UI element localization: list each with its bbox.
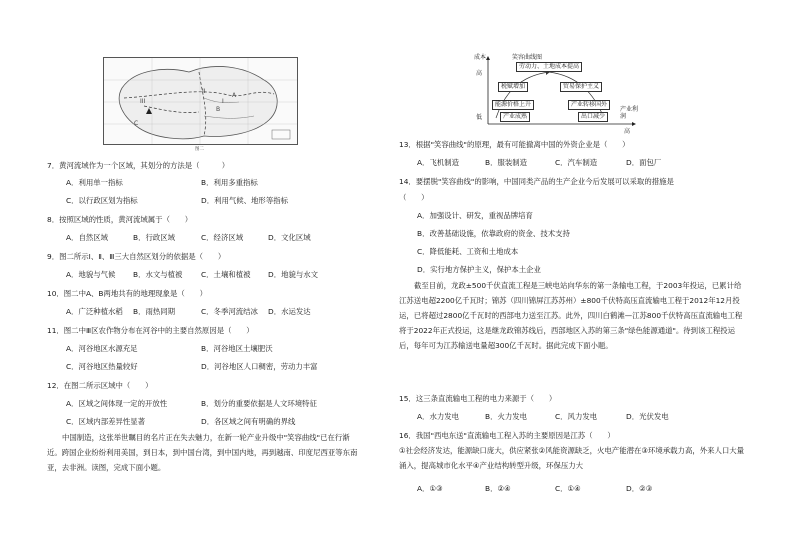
q10-option-c: C．冬季河流结冰 xyxy=(201,307,258,316)
q12-option-d: D．各区域之间有明确的界线 xyxy=(201,417,296,426)
q10-option-b: B．雨热同期 xyxy=(133,307,176,316)
q8-option-d: D．文化区域 xyxy=(268,233,311,242)
map-label-B: B xyxy=(216,106,221,113)
q14-option-d: D．实行地方保护主义，保护本土企业 xyxy=(417,265,541,274)
map-label-III: III xyxy=(140,98,146,105)
passage-made-in-china: 中国制造，这张举世瞩目的名片正在失去魅力，在新一轮产业升级中"笑容曲线"已在行渐近。跨国企业纷纷利用美国，到日本，到中国台湾，到中国内地，再到越南、印度尼西亚等东南亚，去非洲。读图，完成下面小题。 xyxy=(47,433,358,472)
q15-stem: 15．这三条直流输电工程的电力来源于（ ） xyxy=(399,394,557,403)
box-export-decrease: 出口减少 xyxy=(578,112,608,122)
map-label-II: II xyxy=(202,88,206,95)
q15-option-d: D．光伏发电 xyxy=(626,412,669,421)
q16-option-b: B．②④ xyxy=(485,484,511,493)
passage-power-transmission: 截至目前，龙政±500千伏直流工程是三峡电站向华东的第一条输电工程，于2003年投运，已累计给江苏送电超2200亿千瓦时；锦苏（四川锦屏江苏苏州）±800千伏特高压直流输电工程于2012年12月投运，已将超过2800亿千瓦时的西部电力送至江苏。此外，四川白鹤滩—江苏800千伏特高压直流输电工程将于2022年正式投运，这是继龙政锦苏线后，西部地区入苏的第三条"绿色能源通道"。待到该工程投运后，每年可为江苏输送电量超300亿千瓦时。据此完成下面小题。 xyxy=(399,281,743,350)
q12-option-b: B．划分的重要依据是人文环境特征 xyxy=(201,399,317,408)
map-label-C: C xyxy=(134,120,139,127)
q15-option-c: C．风力发电 xyxy=(555,412,598,421)
box-trade-protection: 贸易保护主义 xyxy=(560,82,602,92)
q9-option-c: C．土壤和植被 xyxy=(201,270,251,279)
q8-stem: 8．按照区域的性质，黄河流域属于（ ） xyxy=(47,215,193,224)
map-svg xyxy=(104,58,297,144)
q10-option-d: D．水运发达 xyxy=(268,307,311,316)
q7-option-c: C．以行政区划为指标 xyxy=(66,196,138,205)
q16-stem: 16．我国"西电东送"直流输电工程入苏的主要原因是江苏（ ） xyxy=(399,431,615,440)
q15-option-b: B．火力发电 xyxy=(485,412,528,421)
q11-option-a: A．河谷地区水源充足 xyxy=(66,344,138,353)
q16-option-a: A．①③ xyxy=(417,484,443,493)
q7-stem: 7．黄河流域作为一个区域，其划分的方法是（ ） xyxy=(47,161,230,170)
box-energy-price: 能源价格上升 xyxy=(492,100,534,110)
smile-chart-title: 笑容曲线图 xyxy=(512,54,543,61)
q13-option-d: D．面包厂 xyxy=(626,158,662,167)
box-industry-mature: 产业成熟 xyxy=(500,112,530,122)
box-industry-transfer: 产业转移国外 xyxy=(568,100,610,110)
smile-y-low: 低 xyxy=(476,114,483,121)
q7-option-d: D．利用气候、地形等指标 xyxy=(201,196,288,205)
q14-paren: （ ） xyxy=(399,193,429,202)
q12-option-a: A．区域之间体现一定的开放性 xyxy=(66,399,168,408)
q8-option-a: A．自然区域 xyxy=(66,233,109,242)
q11-stem: 11．图二中Ⅲ区农作物分布在河谷中的主要自然原因是（ ） xyxy=(47,326,254,335)
q12-option-c: C．区域内部差异性显著 xyxy=(66,417,146,426)
q11-option-c: C．河谷地区热量较好 xyxy=(66,362,138,371)
q16-option-d: D．②③ xyxy=(626,484,653,493)
q9-option-d: D．地貌与水文 xyxy=(268,270,319,279)
q9-stem: 9．图二所示Ⅰ、Ⅱ、Ⅲ三大自然区划分的依据是（ ） xyxy=(47,252,226,261)
box-labor-land-cost: 劳动力、土地成本提高 xyxy=(516,62,582,72)
q13-stem: 13．根据"笑容曲线"的原理，最有可能撤离中国的外资企业是（ ） xyxy=(399,140,630,149)
box-tax-increase: 税赋增加 xyxy=(498,82,528,92)
q9-option-a: A．地貌与气候 xyxy=(66,270,116,279)
q14-option-c: C．降低能耗、工资和土地成本 xyxy=(417,247,519,256)
q10-option-a: A．广泛种植水稻 xyxy=(66,307,123,316)
smile-y-axis-label: 成本 xyxy=(474,54,487,61)
q13-option-a: A．飞机制造 xyxy=(417,158,460,167)
map-label-I: I xyxy=(222,98,224,105)
q14-option-b: B．改善基础设施，依靠政府的资金、技术支持 xyxy=(417,229,570,238)
q13-option-b: B．服装制造 xyxy=(485,158,528,167)
q8-option-c: C．经济区域 xyxy=(201,233,244,242)
map-label-A: A xyxy=(232,92,237,99)
q14-option-a: A．加强设计、研发，重视品牌培育 xyxy=(417,211,533,220)
q11-option-d: D．河谷地区人口稠密，劳动力丰富 xyxy=(201,362,318,371)
q9-option-b: B．水文与植被 xyxy=(133,270,183,279)
q7-option-a: A．利用单一指标 xyxy=(66,178,123,187)
q14-stem: 14．要摆脱"笑容曲线"的影响，中国同类产品的生产企业今后发展可以采取的措施是 xyxy=(399,177,674,186)
smile-curve-chart xyxy=(474,54,642,134)
q8-option-b: B．行政区域 xyxy=(133,233,176,242)
q12-stem: 12．在图二所示区域中（ ） xyxy=(47,381,153,390)
q10-stem: 10．图二中A、B两地共有的地理现象是（ ） xyxy=(47,289,207,298)
q16-statements: ①社会经济发达，能源缺口庞大，供应紧张②风能资源缺乏，火电产能潜在③环境承载力高，外来人口大量涌入，提高城市化水平④产业结构转型升级，环保压力大 xyxy=(399,446,745,470)
q16-option-c: C．①④ xyxy=(555,484,581,493)
q13-option-c: C．汽车制造 xyxy=(555,158,598,167)
china-map-figure xyxy=(103,57,298,145)
smile-x-high: 高 xyxy=(624,128,631,135)
q7-option-b: B．利用多重指标 xyxy=(201,178,258,187)
q15-option-a: A．水力发电 xyxy=(417,412,460,421)
smile-x-axis-label: 产业利润 xyxy=(620,106,639,120)
q11-option-b: B．河谷地区土壤肥沃 xyxy=(201,344,273,353)
map-caption: 图二 xyxy=(195,147,204,152)
smile-y-high: 高 xyxy=(476,70,483,77)
